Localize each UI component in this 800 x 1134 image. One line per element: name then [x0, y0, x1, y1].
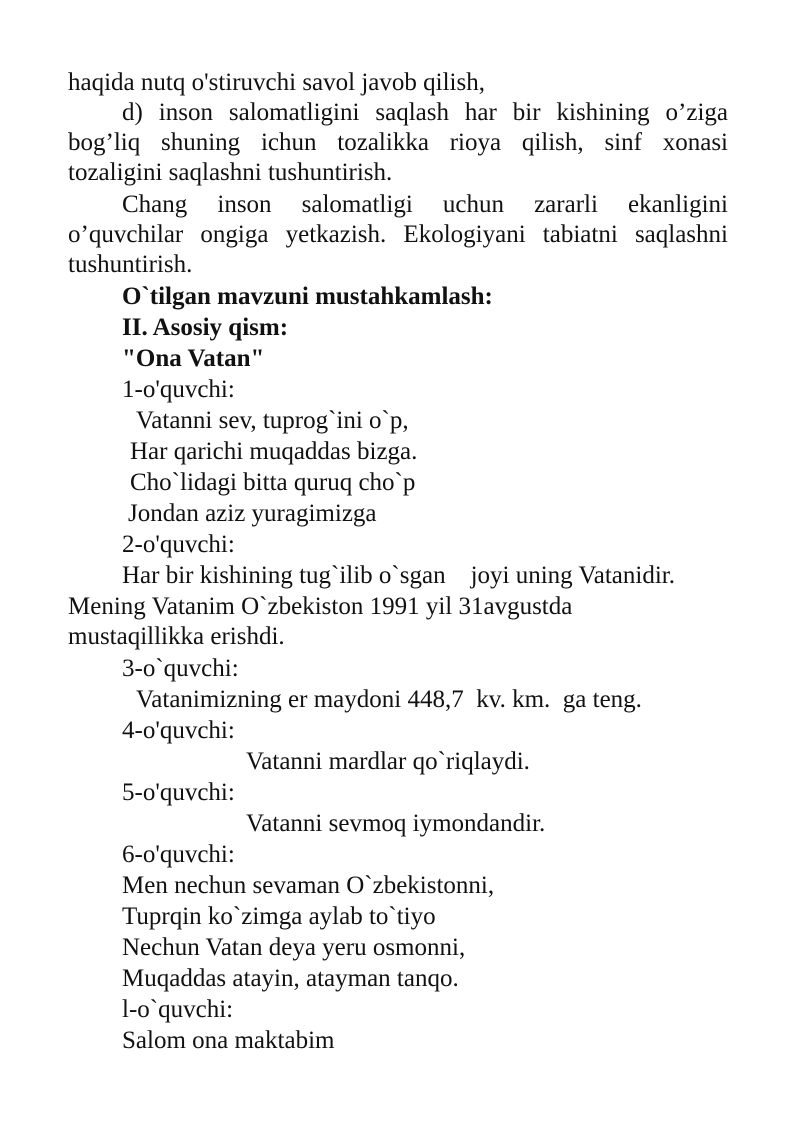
speaker-label: 2-o'quvchi: [122, 531, 235, 558]
text-line: Mening Vatanim O`zbekiston 1991 yil 31avgustda [68, 593, 573, 620]
verse-line: Nechun Vatan deya yeru osmonni, [122, 934, 466, 961]
text-line: tozaligini saqlashni tushuntirish. [68, 159, 393, 186]
speaker-label: 3-o`quvchi: [122, 655, 239, 682]
section-heading: O`tilgan mavzuni mustahkamlash: [122, 283, 493, 310]
text-line: bog’liq shuning ichun tozalikka rioya qilish, sinf xonasi [68, 129, 728, 156]
text-line: Chang inson salomatligi uchun zararli ekanligini [122, 191, 728, 218]
verse-line: Cho`lidagi bitta quruq cho`p [130, 469, 416, 496]
text-line: o’quvchilar ongiga yetkazish. Ekologiyani tabiatni saqlashni [68, 221, 728, 248]
text-line: Salom ona maktabim [122, 1027, 335, 1054]
verse-line: Vatanni sev, tuprog`ini o`p, [136, 407, 409, 434]
verse-line: Jondan aziz yuragimizga [128, 500, 377, 527]
text-line: tushuntirish. [68, 251, 193, 278]
text-line: Vatanni mardlar qo`riqlaydi. [246, 748, 530, 775]
speaker-label: l-o`quvchi: [122, 996, 234, 1023]
poem-title: "Ona Vatan" [122, 345, 265, 372]
text-line: Vatanni sevmoq iymondandir. [246, 810, 546, 837]
speaker-label: 1-o'quvchi: [122, 376, 235, 403]
verse-line: Men nechun sevaman O`zbekistonni, [122, 872, 495, 899]
verse-line: Har qarichi muqaddas bizga. [130, 438, 418, 465]
speaker-label: 4-o'quvchi: [122, 717, 235, 744]
text-line: mustaqillikka erishdi. [68, 623, 285, 650]
text-line: d) inson salomatligini saqlash har bir kishining o’ziga [122, 99, 728, 126]
text-line: Vatanimizning er maydoni 448,7 kv. km. ga teng. [136, 686, 642, 713]
text-line: Har bir kishining tug`ilib o`sgan joyi uning Vatanidir. [122, 562, 675, 589]
section-heading: II. Asosiy qism: [122, 314, 289, 341]
verse-line: Muqaddas atayin, atayman tanqo. [122, 965, 459, 992]
speaker-label: 5-o'quvchi: [122, 779, 235, 806]
verse-line: Tuprqin ko`zimga aylab to`tiyo [122, 903, 436, 930]
speaker-label: 6-o'quvchi: [122, 841, 235, 868]
text-line: haqida nutq o'stiruvchi savol javob qilish, [68, 69, 485, 96]
